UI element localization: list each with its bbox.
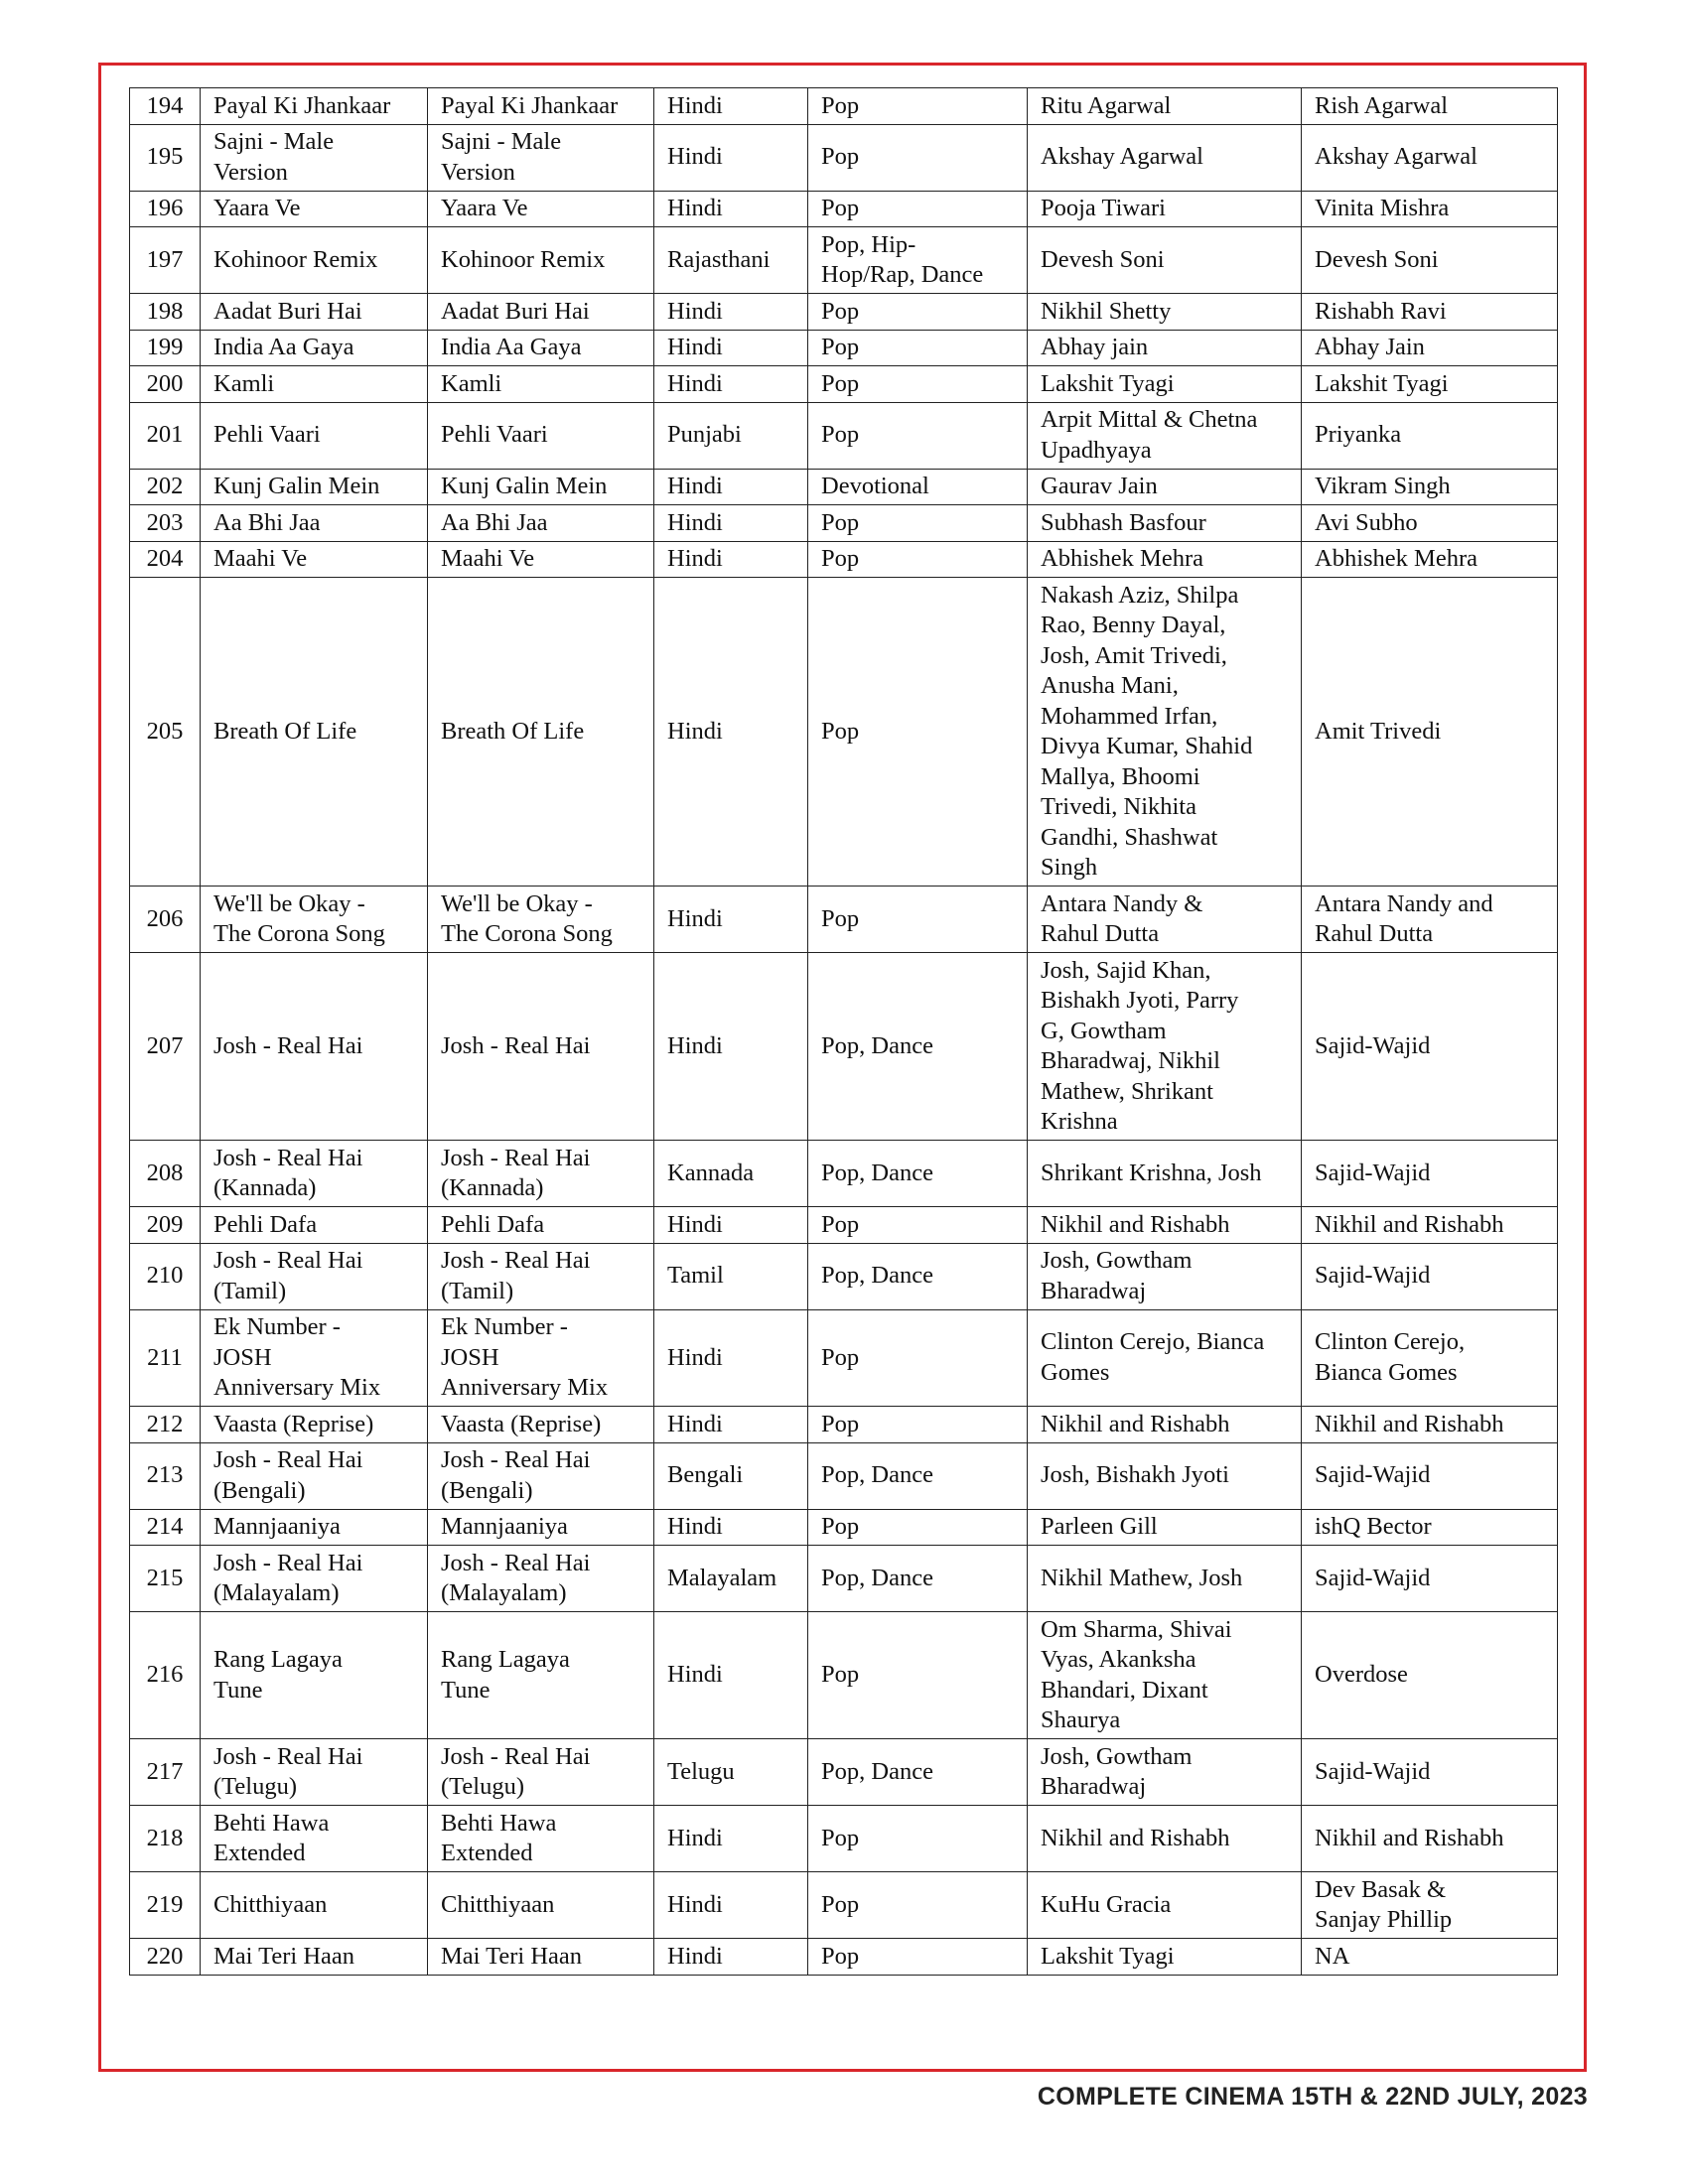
singers-cell: KuHu Gracia	[1028, 1872, 1302, 1939]
album-title-cell: Rang Lagaya Tune	[428, 1612, 654, 1739]
composer-cell: Sajid-Wajid	[1302, 953, 1558, 1141]
language-cell: Hindi	[654, 541, 808, 578]
album-title-cell: We'll be Okay - The Corona Song	[428, 887, 654, 953]
table-row	[130, 578, 1558, 887]
song-title-cell: We'll be Okay - The Corona Song	[201, 887, 428, 953]
table-row	[130, 1939, 1558, 1976]
album-title-cell: Aa Bhi Jaa	[428, 505, 654, 542]
album-title-cell: Josh - Real Hai (Tamil)	[428, 1243, 654, 1309]
album-title-cell: Mai Teri Haan	[428, 1939, 654, 1976]
composer-cell: NA	[1302, 1939, 1558, 1976]
singers-cell: Lakshit Tyagi	[1028, 366, 1302, 403]
serial-number-cell: 194	[130, 88, 201, 125]
table-row	[130, 1309, 1558, 1407]
album-title-cell: Vaasta (Reprise)	[428, 1407, 654, 1443]
table-row	[130, 294, 1558, 331]
song-list-table	[129, 87, 1558, 1976]
singers-cell: Pooja Tiwari	[1028, 191, 1302, 227]
language-cell: Hindi	[654, 1939, 808, 1976]
table-row	[130, 887, 1558, 953]
genre-cell: Pop, Dance	[808, 953, 1028, 1141]
genre-cell: Pop	[808, 1207, 1028, 1244]
album-title-cell: Mannjaaniya	[428, 1509, 654, 1546]
serial-number-cell: 198	[130, 294, 201, 331]
composer-cell: Sajid-Wajid	[1302, 1546, 1558, 1612]
singers-cell: Josh, Gowtham Bharadwaj	[1028, 1739, 1302, 1806]
genre-cell: Pop	[808, 191, 1028, 227]
album-title-cell: Chitthiyaan	[428, 1872, 654, 1939]
singers-cell: Shrikant Krishna, Josh	[1028, 1141, 1302, 1207]
language-cell: Hindi	[654, 887, 808, 953]
serial-number-cell: 209	[130, 1207, 201, 1244]
album-title-cell: Josh - Real Hai (Telugu)	[428, 1739, 654, 1806]
language-cell: Hindi	[654, 1509, 808, 1546]
serial-number-cell: 202	[130, 469, 201, 505]
language-cell: Hindi	[654, 191, 808, 227]
serial-number-cell: 219	[130, 1872, 201, 1939]
genre-cell: Pop	[808, 366, 1028, 403]
language-cell: Hindi	[654, 1806, 808, 1872]
singers-cell: Clinton Cerejo, Bianca Gomes	[1028, 1309, 1302, 1407]
language-cell: Telugu	[654, 1739, 808, 1806]
album-title-cell: Kohinoor Remix	[428, 227, 654, 294]
table-row	[130, 1739, 1558, 1806]
serial-number-cell: 200	[130, 366, 201, 403]
serial-number-cell: 212	[130, 1407, 201, 1443]
language-cell: Hindi	[654, 1872, 808, 1939]
serial-number-cell: 201	[130, 402, 201, 469]
singers-cell: Om Sharma, Shivai Vyas, Akanksha Bhandari, Dixant Shaurya	[1028, 1612, 1302, 1739]
table-row	[130, 469, 1558, 505]
table-row	[130, 541, 1558, 578]
album-title-cell: Payal Ki Jhankaar	[428, 88, 654, 125]
singers-cell: Nikhil and Rishabh	[1028, 1407, 1302, 1443]
album-title-cell: Ek Number - JOSH Anniversary Mix	[428, 1309, 654, 1407]
singers-cell: Parleen Gill	[1028, 1509, 1302, 1546]
singers-cell: Josh, Bishakh Jyoti	[1028, 1442, 1302, 1509]
footer-publication-date: COMPLETE CINEMA 15TH & 22ND JULY, 2023	[1037, 2083, 1588, 2111]
genre-cell: Pop	[808, 124, 1028, 191]
composer-cell: Sajid-Wajid	[1302, 1243, 1558, 1309]
serial-number-cell: 211	[130, 1309, 201, 1407]
album-title-cell: Josh - Real Hai	[428, 953, 654, 1141]
song-title-cell: India Aa Gaya	[201, 330, 428, 366]
serial-number-cell: 199	[130, 330, 201, 366]
language-cell: Rajasthani	[654, 227, 808, 294]
serial-number-cell: 203	[130, 505, 201, 542]
serial-number-cell: 208	[130, 1141, 201, 1207]
serial-number-cell: 216	[130, 1612, 201, 1739]
table-row	[130, 366, 1558, 403]
song-title-cell: Breath Of Life	[201, 578, 428, 887]
album-title-cell: Kunj Galin Mein	[428, 469, 654, 505]
album-title-cell: India Aa Gaya	[428, 330, 654, 366]
language-cell: Hindi	[654, 124, 808, 191]
album-title-cell: Yaara Ve	[428, 191, 654, 227]
singers-cell: Antara Nandy & Rahul Dutta	[1028, 887, 1302, 953]
album-title-cell: Breath Of Life	[428, 578, 654, 887]
language-cell: Hindi	[654, 505, 808, 542]
composer-cell: Sajid-Wajid	[1302, 1141, 1558, 1207]
serial-number-cell: 205	[130, 578, 201, 887]
serial-number-cell: 213	[130, 1442, 201, 1509]
genre-cell: Pop	[808, 1407, 1028, 1443]
genre-cell: Pop, Hip- Hop/Rap, Dance	[808, 227, 1028, 294]
table-row	[130, 191, 1558, 227]
language-cell: Hindi	[654, 366, 808, 403]
song-title-cell: Rang Lagaya Tune	[201, 1612, 428, 1739]
song-title-cell: Josh - Real Hai (Malayalam)	[201, 1546, 428, 1612]
composer-cell: Akshay Agarwal	[1302, 124, 1558, 191]
genre-cell: Pop	[808, 330, 1028, 366]
composer-cell: Sajid-Wajid	[1302, 1442, 1558, 1509]
table-row	[130, 505, 1558, 542]
table-row	[130, 1207, 1558, 1244]
genre-cell: Pop	[808, 294, 1028, 331]
table-row	[130, 330, 1558, 366]
language-cell: Hindi	[654, 294, 808, 331]
genre-cell: Pop	[808, 88, 1028, 125]
composer-cell: Rishabh Ravi	[1302, 294, 1558, 331]
language-cell: Bengali	[654, 1442, 808, 1509]
genre-cell: Pop, Dance	[808, 1141, 1028, 1207]
table-row	[130, 1243, 1558, 1309]
song-title-cell: Josh - Real Hai (Bengali)	[201, 1442, 428, 1509]
table-row	[130, 1407, 1558, 1443]
song-title-cell: Aadat Buri Hai	[201, 294, 428, 331]
song-title-cell: Josh - Real Hai	[201, 953, 428, 1141]
singers-cell: Subhash Basfour	[1028, 505, 1302, 542]
singers-cell: Nikhil and Rishabh	[1028, 1806, 1302, 1872]
table-row	[130, 88, 1558, 125]
song-title-cell: Mai Teri Haan	[201, 1939, 428, 1976]
table-row	[130, 1872, 1558, 1939]
table-row	[130, 402, 1558, 469]
singers-cell: Abhishek Mehra	[1028, 541, 1302, 578]
song-title-cell: Pehli Vaari	[201, 402, 428, 469]
song-title-cell: Mannjaaniya	[201, 1509, 428, 1546]
singers-cell: Josh, Gowtham Bharadwaj	[1028, 1243, 1302, 1309]
table-row	[130, 1806, 1558, 1872]
composer-cell: Nikhil and Rishabh	[1302, 1806, 1558, 1872]
genre-cell: Pop, Dance	[808, 1546, 1028, 1612]
genre-cell: Pop	[808, 578, 1028, 887]
table-row	[130, 1141, 1558, 1207]
serial-number-cell: 197	[130, 227, 201, 294]
language-cell: Tamil	[654, 1243, 808, 1309]
table-row	[130, 1509, 1558, 1546]
singers-cell: Nikhil Shetty	[1028, 294, 1302, 331]
composer-cell: Clinton Cerejo, Bianca Gomes	[1302, 1309, 1558, 1407]
serial-number-cell: 215	[130, 1546, 201, 1612]
album-title-cell: Josh - Real Hai (Kannada)	[428, 1141, 654, 1207]
song-title-cell: Payal Ki Jhankaar	[201, 88, 428, 125]
singers-cell: Ritu Agarwal	[1028, 88, 1302, 125]
language-cell: Hindi	[654, 330, 808, 366]
genre-cell: Devotional	[808, 469, 1028, 505]
serial-number-cell: 206	[130, 887, 201, 953]
serial-number-cell: 196	[130, 191, 201, 227]
genre-cell: Pop	[808, 1806, 1028, 1872]
song-title-cell: Aa Bhi Jaa	[201, 505, 428, 542]
genre-cell: Pop, Dance	[808, 1739, 1028, 1806]
song-title-cell: Sajni - Male Version	[201, 124, 428, 191]
serial-number-cell: 214	[130, 1509, 201, 1546]
genre-cell: Pop	[808, 1939, 1028, 1976]
composer-cell: Rish Agarwal	[1302, 88, 1558, 125]
composer-cell: Nikhil and Rishabh	[1302, 1207, 1558, 1244]
genre-cell: Pop	[808, 1309, 1028, 1407]
composer-cell: Antara Nandy and Rahul Dutta	[1302, 887, 1558, 953]
genre-cell: Pop	[808, 505, 1028, 542]
composer-cell: Nikhil and Rishabh	[1302, 1407, 1558, 1443]
album-title-cell: Kamli	[428, 366, 654, 403]
serial-number-cell: 220	[130, 1939, 201, 1976]
language-cell: Malayalam	[654, 1546, 808, 1612]
genre-cell: Pop, Dance	[808, 1243, 1028, 1309]
table-row	[130, 1442, 1558, 1509]
album-title-cell: Behti Hawa Extended	[428, 1806, 654, 1872]
table-row	[130, 227, 1558, 294]
composer-cell: Abhishek Mehra	[1302, 541, 1558, 578]
song-title-cell: Josh - Real Hai (Tamil)	[201, 1243, 428, 1309]
singers-cell: Josh, Sajid Khan, Bishakh Jyoti, Parry G, Gowtham Bharadwaj, Nikhil Mathew, Shrikant Krishna	[1028, 953, 1302, 1141]
language-cell: Hindi	[654, 1407, 808, 1443]
song-title-cell: Maahi Ve	[201, 541, 428, 578]
composer-cell: Sajid-Wajid	[1302, 1739, 1558, 1806]
singers-cell: Nikhil and Rishabh	[1028, 1207, 1302, 1244]
song-title-cell: Kohinoor Remix	[201, 227, 428, 294]
singers-cell: Arpit Mittal & Chetna Upadhyaya	[1028, 402, 1302, 469]
singers-cell: Nakash Aziz, Shilpa Rao, Benny Dayal, Josh, Amit Trivedi, Anusha Mani, Mohammed Irfan, Divya Kumar, Shahid Mallya, Bhoomi Trivedi, Nikhita Gandhi, Shashwat Singh	[1028, 578, 1302, 887]
song-title-cell: Chitthiyaan	[201, 1872, 428, 1939]
serial-number-cell: 204	[130, 541, 201, 578]
singers-cell: Devesh Soni	[1028, 227, 1302, 294]
language-cell: Hindi	[654, 1207, 808, 1244]
language-cell: Hindi	[654, 88, 808, 125]
album-title-cell: Pehli Vaari	[428, 402, 654, 469]
album-title-cell: Sajni - Male Version	[428, 124, 654, 191]
song-title-cell: Kamli	[201, 366, 428, 403]
song-title-cell: Josh - Real Hai (Telugu)	[201, 1739, 428, 1806]
album-title-cell: Maahi Ve	[428, 541, 654, 578]
language-cell: Hindi	[654, 953, 808, 1141]
table-row	[130, 124, 1558, 191]
language-cell: Kannada	[654, 1141, 808, 1207]
album-title-cell: Pehli Dafa	[428, 1207, 654, 1244]
serial-number-cell: 207	[130, 953, 201, 1141]
serial-number-cell: 195	[130, 124, 201, 191]
composer-cell: ishQ Bector	[1302, 1509, 1558, 1546]
genre-cell: Pop	[808, 1509, 1028, 1546]
serial-number-cell: 210	[130, 1243, 201, 1309]
composer-cell: Lakshit Tyagi	[1302, 366, 1558, 403]
song-title-cell: Vaasta (Reprise)	[201, 1407, 428, 1443]
composer-cell: Avi Subho	[1302, 505, 1558, 542]
language-cell: Hindi	[654, 578, 808, 887]
genre-cell: Pop	[808, 541, 1028, 578]
song-title-cell: Kunj Galin Mein	[201, 469, 428, 505]
song-title-cell: Ek Number - JOSH Anniversary Mix	[201, 1309, 428, 1407]
table-row	[130, 1546, 1558, 1612]
album-title-cell: Josh - Real Hai (Malayalam)	[428, 1546, 654, 1612]
singers-cell: Nikhil Mathew, Josh	[1028, 1546, 1302, 1612]
genre-cell: Pop, Dance	[808, 1442, 1028, 1509]
song-title-cell: Behti Hawa Extended	[201, 1806, 428, 1872]
serial-number-cell: 217	[130, 1739, 201, 1806]
genre-cell: Pop	[808, 1872, 1028, 1939]
composer-cell: Abhay Jain	[1302, 330, 1558, 366]
composer-cell: Priyanka	[1302, 402, 1558, 469]
composer-cell: Vikram Singh	[1302, 469, 1558, 505]
composer-cell: Overdose	[1302, 1612, 1558, 1739]
composer-cell: Vinita Mishra	[1302, 191, 1558, 227]
singers-cell: Lakshit Tyagi	[1028, 1939, 1302, 1976]
song-title-cell: Pehli Dafa	[201, 1207, 428, 1244]
singers-cell: Abhay jain	[1028, 330, 1302, 366]
composer-cell: Amit Trivedi	[1302, 578, 1558, 887]
genre-cell: Pop	[808, 402, 1028, 469]
table-row	[130, 953, 1558, 1141]
album-title-cell: Josh - Real Hai (Bengali)	[428, 1442, 654, 1509]
singers-cell: Gaurav Jain	[1028, 469, 1302, 505]
genre-cell: Pop	[808, 1612, 1028, 1739]
language-cell: Hindi	[654, 469, 808, 505]
language-cell: Hindi	[654, 1309, 808, 1407]
serial-number-cell: 218	[130, 1806, 201, 1872]
language-cell: Hindi	[654, 1612, 808, 1739]
singers-cell: Akshay Agarwal	[1028, 124, 1302, 191]
genre-cell: Pop	[808, 887, 1028, 953]
language-cell: Punjabi	[654, 402, 808, 469]
composer-cell: Devesh Soni	[1302, 227, 1558, 294]
album-title-cell: Aadat Buri Hai	[428, 294, 654, 331]
table-row	[130, 1612, 1558, 1739]
song-title-cell: Yaara Ve	[201, 191, 428, 227]
composer-cell: Dev Basak & Sanjay Phillip	[1302, 1872, 1558, 1939]
song-title-cell: Josh - Real Hai (Kannada)	[201, 1141, 428, 1207]
